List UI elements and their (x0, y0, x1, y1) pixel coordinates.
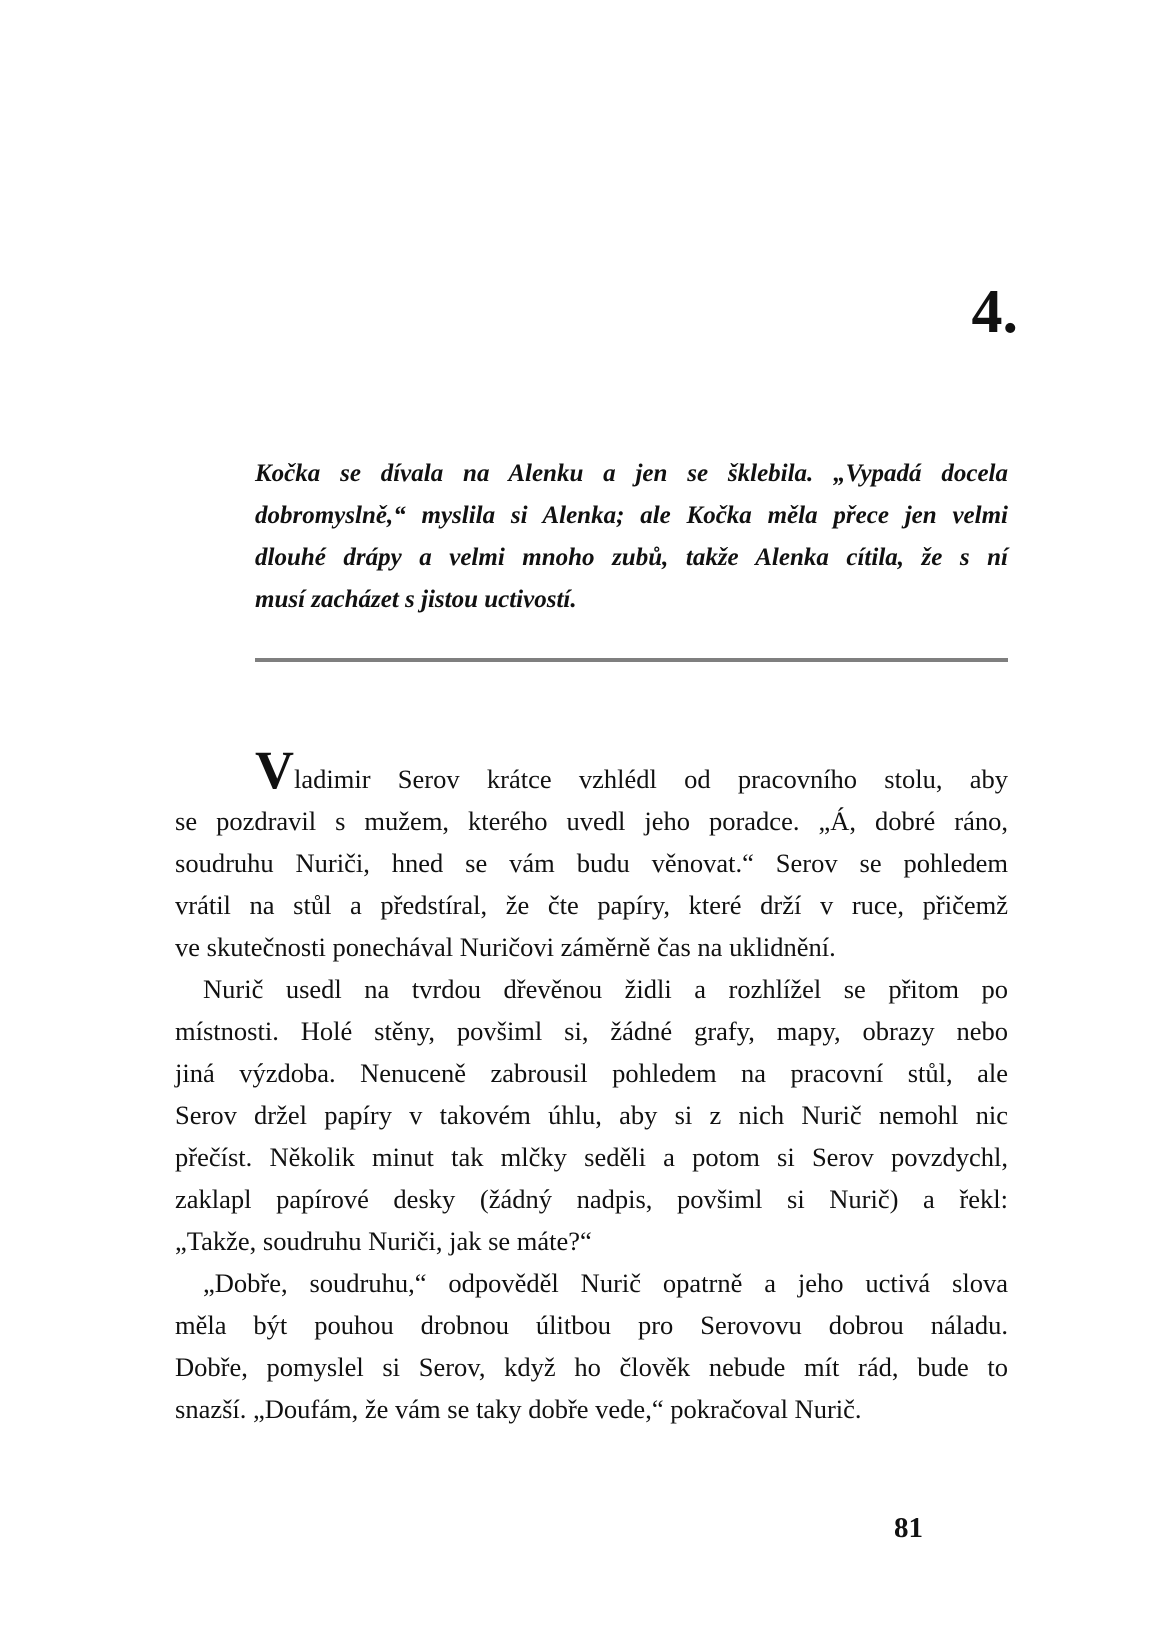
body-line: místnosti. Holé stěny, povšiml si, žádné grafy, mapy, obrazy nebo (175, 1016, 1008, 1046)
epigraph-line: Kočka se dívala na Alenku a jen se šklebila. „Vypadá docela (255, 460, 1008, 487)
body-line: Nurič usedl na tvrdou dřevěnou židli a rozhlížel se přitom po (203, 974, 1008, 1004)
epigraph-line: musí zacházet s jistou uctivostí. (255, 586, 577, 613)
body-line: Serov držel papíry v takovém úhlu, aby si z nich Nurič nemohl nic (175, 1100, 1008, 1130)
body-line: zaklapl papírové desky (žádný nadpis, povšiml si Nurič) a řekl: (175, 1184, 1008, 1214)
epigraph-line: dobromyslně,“ myslila si Alenka; ale Kočka měla přece jen velmi (255, 502, 1008, 529)
body-line: soudruhu Nuriči, hned se vám budu věnovat.“ Serov se pohledem (175, 848, 1008, 878)
body-line: „Takže, soudruhu Nuriči, jak se máte?“ (175, 1226, 592, 1256)
page-number: 81 (894, 1512, 923, 1544)
body-line: Dobře, pomyslel si Serov, když ho člověk nebude mít rád, bude to (175, 1352, 1008, 1382)
body-line: vrátil na stůl a předstíral, že čte papíry, které drží v ruce, přičemž (175, 890, 1008, 920)
body-line: snazší. „Doufám, že vám se taky dobře vede,“ pokračoval Nurič. (175, 1394, 862, 1424)
body-line: se pozdravil s mužem, kterého uvedl jeho poradce. „Á, dobré ráno, (175, 806, 1008, 836)
drop-cap: V (255, 740, 294, 800)
body-line: přečíst. Několik minut tak mlčky seděli a potom si Serov povzdychl, (175, 1142, 1008, 1172)
body-line (175, 740, 1008, 800)
body-line: měla být pouhou drobnou úlitbou pro Serovovu dobrou náladu. (175, 1310, 1008, 1340)
body-line: „Dobře, soudruhu,“ odpověděl Nurič opatrně a jeho uctivá slova (203, 1268, 1008, 1298)
body-text (175, 740, 1008, 1430)
body-line: jiná výzdoba. Nenuceně zabrousil pohledem na pracovní stůl, ale (175, 1058, 1008, 1088)
divider-rule (255, 658, 1008, 662)
epigraph-line: dlouhé drápy a velmi mnoho zubů, takže Alenka cítila, že s ní (255, 544, 1008, 571)
body-line: ve skutečnosti ponechával Nuričovi záměrně čas na uklidnění. (175, 932, 836, 962)
chapter-number: 4. (971, 278, 1018, 346)
epigraph (255, 453, 1008, 621)
first-line-text: ladimir Serov krátce vzhlédl od pracovního stolu, aby (294, 764, 1008, 794)
